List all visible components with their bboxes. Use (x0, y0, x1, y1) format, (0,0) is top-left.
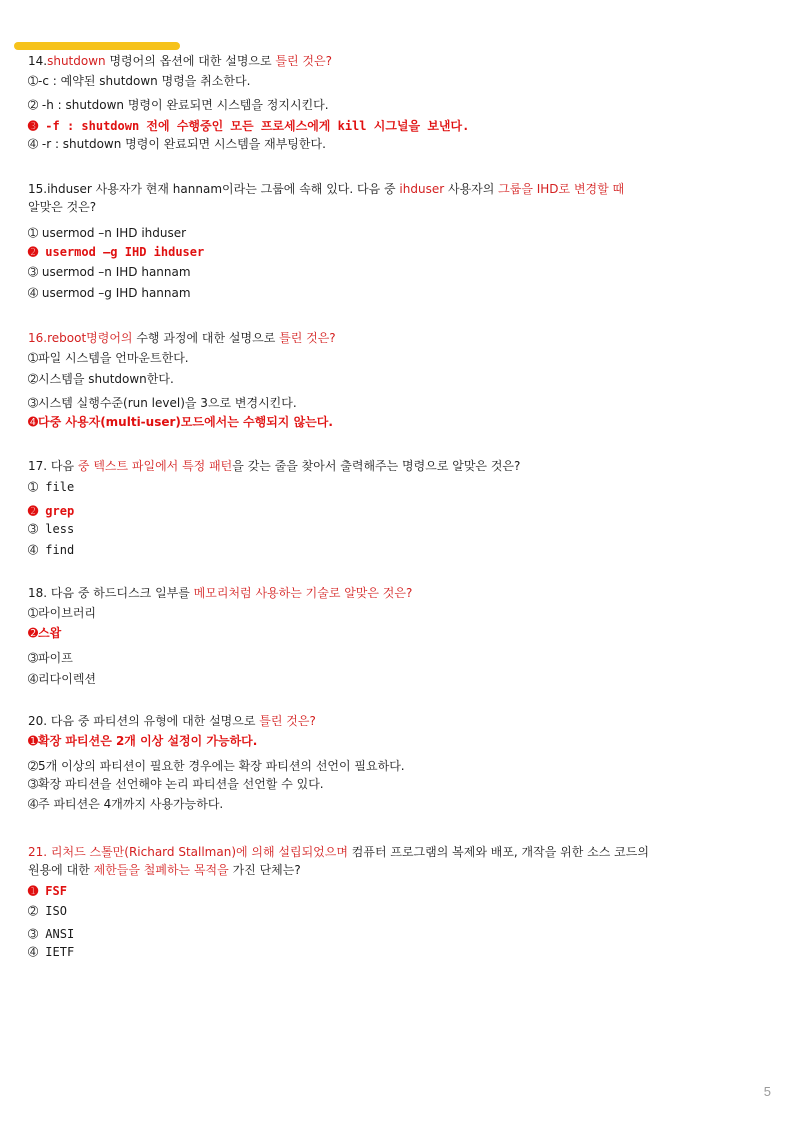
option-2: ➁시스템을 shutdown한다. (28, 372, 174, 386)
option-3: ➂시스템 실행수준(run level)을 3으로 변경시킨다. (28, 396, 297, 410)
question-20-title (28, 712, 763, 730)
question-16-title (28, 329, 763, 347)
option-4: ➃리다이렉션 (28, 672, 97, 686)
question-14-number: 14. (28, 54, 48, 68)
option-3: ➂ less (28, 522, 75, 536)
question-20-prompt: 틀린 것은? (259, 714, 316, 728)
question-15 (28, 180, 763, 302)
answer-option-1: ➊확장 파티션은 2개 이상 설정이 가능하다. (28, 734, 258, 748)
question-18-title (28, 584, 763, 602)
option-3: ➂확장 파티션을 선언해야 논리 파티션을 선언할 수 있다. (28, 777, 324, 791)
question-20 (28, 712, 763, 813)
question-14-prompt: 틀린 것은? (275, 54, 332, 68)
option-1: ➀-c : 예약된 shutdown 명령을 취소한다. (28, 74, 251, 88)
question-15-prompt: 알맞은 것은? (28, 200, 97, 214)
answer-option-2: ➋ grep (28, 504, 75, 518)
question-18-text: 18. 다음 중 하드디스크 일부를 (28, 586, 194, 600)
question-14 (28, 52, 763, 153)
question-21-text: 컴퓨터 프로그램의 복제와 배포, 개작을 위한 소스 코드의 (347, 845, 649, 859)
header-accent-bar (14, 42, 180, 50)
question-21-keyword: 21. 리처드 스톨만(Richard Stallman)에 의해 설립되었으며 (28, 845, 348, 859)
question-21-title-line2 (28, 861, 763, 879)
page-number: 5 (763, 1084, 771, 1099)
question-21-prompt: 가진 단체는? (228, 863, 301, 877)
question-17 (28, 457, 763, 559)
option-4: ➃ IETF (28, 945, 75, 959)
question-16 (28, 329, 763, 431)
answer-option-1: ➊ FSF (28, 884, 67, 898)
question-14-text: 명령어의 옵션에 대한 설명으로 (105, 54, 276, 68)
option-3: ➂ usermod –n IHD hannam (28, 265, 191, 279)
question-21 (28, 843, 763, 961)
option-2: ➁ -h : shutdown 명령이 완료되면 시스템을 정지시킨다. (28, 98, 329, 112)
question-15-keyword: ihduser (399, 182, 445, 196)
question-17-title (28, 457, 763, 475)
question-17-prompt: 을 갖는 줄을 찾아서 출력해주는 명령으로 알맞은 것은? (232, 459, 521, 473)
question-18 (28, 584, 763, 688)
option-1: ➀ file (28, 480, 75, 494)
question-15-title (28, 180, 763, 198)
question-15-text: 15.ihduser 사용자가 현재 hannam이라는 그룹에 속해 있다. 다음 중 (28, 182, 400, 196)
option-3: ➂파이프 (28, 651, 73, 665)
answer-option-3: ➌ -f : shutdown 전에 수행중인 모든 프로세스에게 kill 시그널을 보낸다. (28, 119, 470, 133)
question-17-keyword: 중 텍스트 파일에서 특정 패턴 (77, 459, 233, 473)
question-16-number: 16.reboot명령어의 (28, 331, 133, 345)
question-21-highlight: 제한들을 철폐하는 목적을 (93, 863, 229, 877)
option-3: ➂ ANSI (28, 927, 75, 941)
question-16-text: 수행 과정에 대한 설명으로 (132, 331, 280, 345)
option-1: ➀파일 시스템을 언마운트한다. (28, 351, 189, 365)
option-1: ➀ usermod –n IHD ihduser (28, 226, 187, 240)
question-18-prompt: 메모리처럼 사용하는 기술로 알맞은 것은? (193, 586, 413, 600)
option-1: ➀라이브러리 (28, 606, 97, 620)
answer-option-4: ➍다중 사용자(multi-user)모드에서는 수행되지 않는다. (28, 415, 333, 429)
question-17-number: 17. 다음 (28, 459, 78, 473)
question-14-keyword: shutdown (47, 54, 106, 68)
question-15-text-2: 사용자의 (444, 182, 499, 196)
answer-option-2: ➋스왑 (28, 626, 62, 640)
option-4: ➃ -r : shutdown 명령이 완료되면 시스템을 재부팅한다. (28, 137, 326, 151)
option-4: ➃ usermod –g IHD hannam (28, 286, 191, 300)
answer-option-2: ➋ usermod –g IHD ihduser (28, 245, 205, 259)
option-4: ➃주 파티션은 4개까지 사용가능하다. (28, 797, 224, 811)
option-4: ➃ find (28, 543, 75, 557)
question-14-title (28, 52, 763, 70)
question-15-highlight: 그룹을 IHD로 변경할 때 (498, 182, 625, 196)
option-2: ➁ ISO (28, 904, 67, 918)
question-16-prompt: 틀린 것은? (279, 331, 336, 345)
option-2: ➁5개 이상의 파티션이 필요한 경우에는 확장 파티션의 선언이 필요하다. (28, 759, 405, 773)
question-21-text-2: 원용에 대한 (28, 863, 94, 877)
question-21-title (28, 843, 763, 861)
question-20-text: 20. 다음 중 파티션의 유형에 대한 설명으로 (28, 714, 260, 728)
